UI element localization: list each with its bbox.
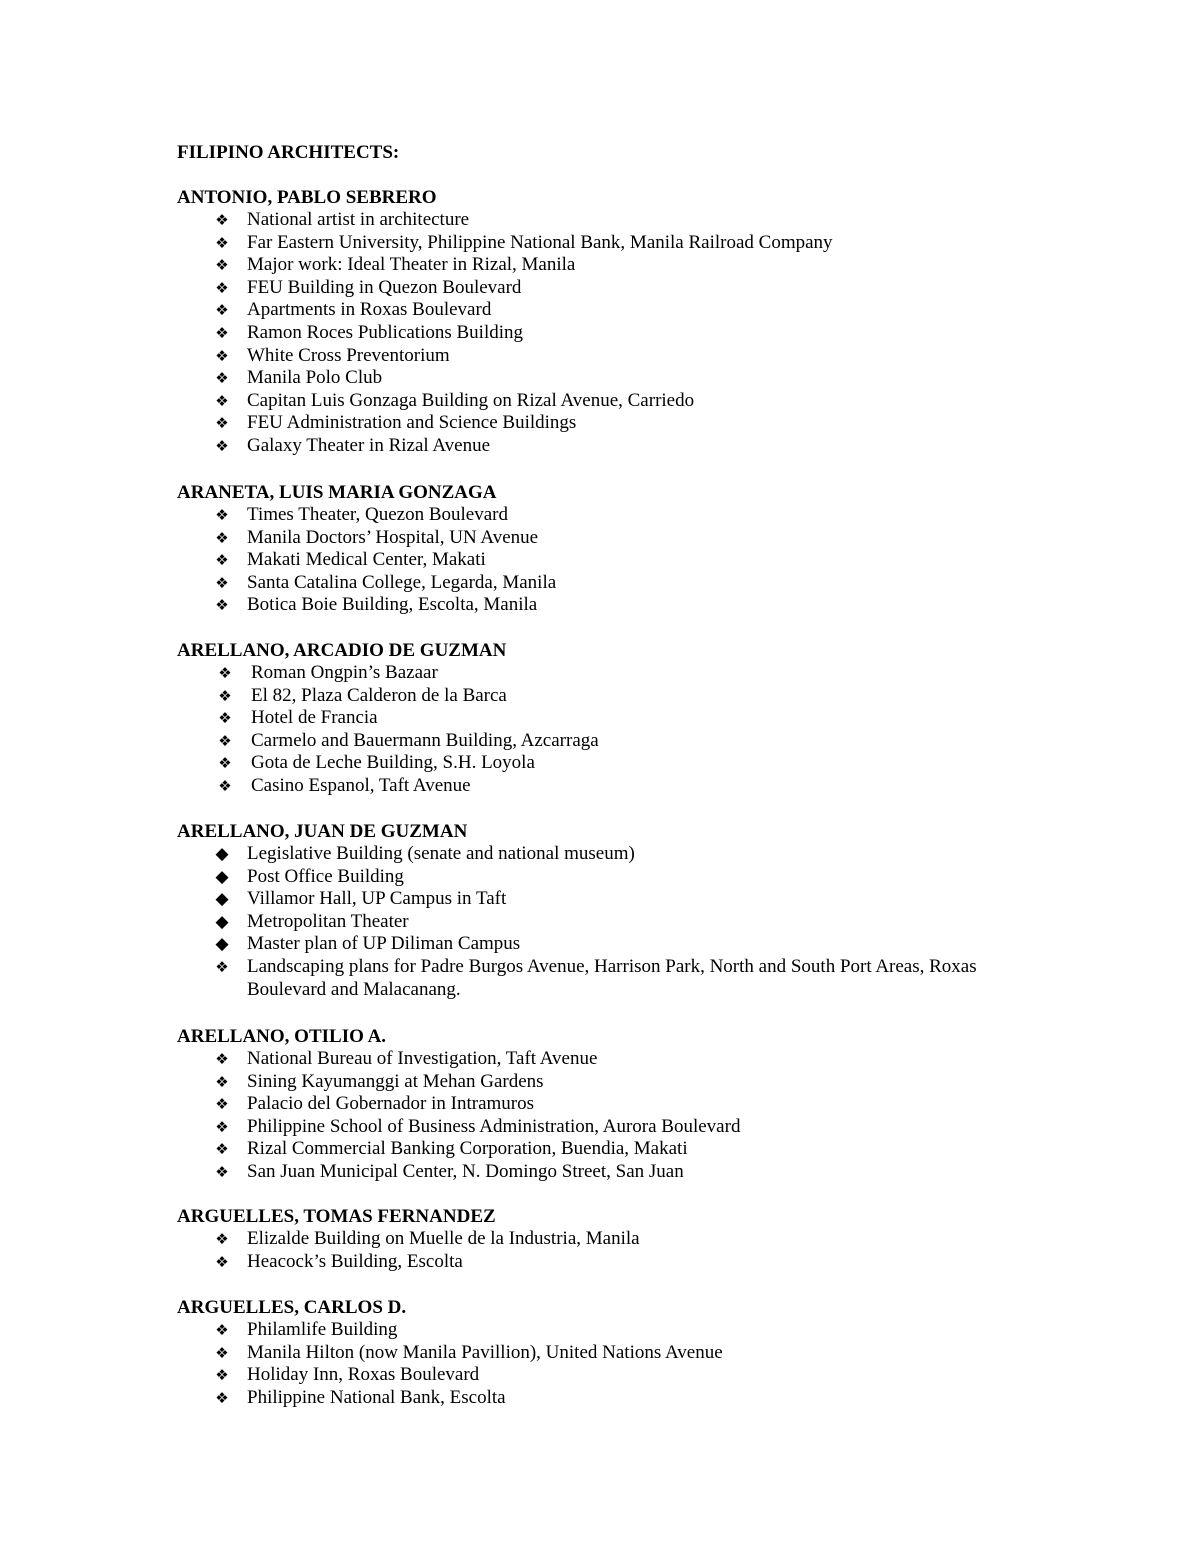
black-diamond-bullet-icon: ◆ xyxy=(215,934,229,955)
architect-section-carlos-arguelles xyxy=(177,1297,1037,1409)
list-item-text: Santa Catalina College, Legarda, Manila xyxy=(247,571,557,593)
black-diamond-bullet-icon: ◆ xyxy=(215,911,229,932)
list-item xyxy=(177,435,1037,458)
list-item xyxy=(177,232,1037,255)
four-diamond-bullet-icon: ❖ xyxy=(215,211,229,229)
list-item xyxy=(177,345,1037,368)
list-item-text: Metropolitan Theater xyxy=(247,910,409,932)
list-item xyxy=(177,322,1037,345)
list-item xyxy=(177,1116,1037,1139)
list-item xyxy=(177,549,1037,572)
architect-name-heading: ARANETA, LUIS MARIA GONZAGA xyxy=(177,482,497,503)
list-item-text: Philamlife Building xyxy=(247,1319,398,1340)
list-item-text: San Juan Municipal Center, N. Domingo Street, San Juan xyxy=(247,1160,684,1182)
list-item xyxy=(177,866,1037,889)
list-item-text: El 82, Plaza Calderon de la Barca xyxy=(251,684,507,706)
list-item-text: Hotel de Francia xyxy=(251,707,378,729)
list-item-text: Landscaping plans for Padre Burgos Avenue, Harrison Park, North and South Port Areas, Roxas Boulevard and Malacanang. xyxy=(247,955,977,1000)
list-item xyxy=(177,707,1037,730)
list-item-text: Carmelo and Bauermann Building, Azcarraga xyxy=(251,729,599,751)
list-item-text: FEU Building in Quezon Boulevard xyxy=(247,276,522,298)
four-diamond-bullet-icon: ❖ xyxy=(218,776,232,795)
four-diamond-bullet-icon: ❖ xyxy=(215,278,229,297)
four-diamond-bullet-icon: ❖ xyxy=(215,506,229,524)
list-item-text: Sining Kayumanggi at Mehan Gardens xyxy=(247,1070,544,1092)
four-diamond-bullet-icon: ❖ xyxy=(218,664,232,682)
four-diamond-bullet-icon: ❖ xyxy=(215,301,229,320)
list-item-text: Holiday Inn, Roxas Boulevard xyxy=(247,1364,480,1386)
architect-name-heading: ARELLANO, JUAN DE GUZMAN xyxy=(177,821,468,842)
four-diamond-bullet-icon: ❖ xyxy=(215,596,229,615)
list-item-text: Casino Espanol, Taft Avenue xyxy=(251,774,471,796)
four-diamond-bullet-icon: ❖ xyxy=(215,528,229,547)
list-item xyxy=(177,1342,1037,1365)
list-item-text: Post Office Building xyxy=(247,865,404,887)
list-item-text: Manila Hilton (now Manila Pavillion), United Nations Avenue xyxy=(247,1341,723,1363)
four-diamond-bullet-icon: ❖ xyxy=(218,754,232,773)
black-diamond-bullet-icon: ◆ xyxy=(215,866,229,887)
list-item xyxy=(177,367,1037,390)
four-diamond-bullet-icon: ❖ xyxy=(215,551,229,570)
four-diamond-bullet-icon: ❖ xyxy=(215,1140,229,1159)
four-diamond-bullet-icon: ❖ xyxy=(215,573,229,592)
architect-name-heading: ARGUELLES, TOMAS FERNANDEZ xyxy=(177,1206,496,1227)
list-item-text: Botica Boie Building, Escolta, Manila xyxy=(247,594,538,616)
four-diamond-bullet-icon: ❖ xyxy=(215,1095,229,1114)
list-item xyxy=(177,1228,1037,1251)
list-item xyxy=(177,504,1037,527)
list-item xyxy=(177,1364,1037,1387)
four-diamond-bullet-icon: ❖ xyxy=(215,256,229,275)
list-item-text: Times Theater, Quezon Boulevard xyxy=(247,504,508,525)
list-item-text: Palacio del Gobernador in Intramuros xyxy=(247,1093,535,1115)
list-item xyxy=(177,662,1037,685)
list-item-text: Manila Doctors’ Hospital, UN Avenue xyxy=(247,526,539,548)
list-item-text: Philippine National Bank, Escolta xyxy=(247,1386,506,1408)
architect-section-antonio xyxy=(177,187,1037,458)
list-item xyxy=(177,888,1037,911)
list-item-text: Rizal Commercial Banking Corporation, Buendia, Makati xyxy=(247,1138,688,1160)
architect-section-juan-arellano xyxy=(177,821,1037,1001)
four-diamond-bullet-icon: ❖ xyxy=(218,709,232,728)
four-diamond-bullet-icon: ❖ xyxy=(215,1072,229,1091)
list-item xyxy=(177,594,1037,617)
list-item xyxy=(177,277,1037,300)
four-diamond-bullet-icon: ❖ xyxy=(215,436,229,455)
list-item xyxy=(177,775,1037,798)
architect-section-araneta xyxy=(177,482,1037,617)
four-diamond-bullet-icon: ❖ xyxy=(215,1388,229,1407)
list-item xyxy=(177,1093,1037,1116)
list-item-text: Roman Ongpin’s Bazaar xyxy=(251,662,438,683)
list-item xyxy=(177,412,1037,435)
black-diamond-bullet-icon: ◆ xyxy=(215,844,229,864)
list-item-text: National artist in architecture xyxy=(247,209,470,230)
architect-section-arcadio-arellano xyxy=(177,640,1037,798)
list-item xyxy=(177,730,1037,753)
list-item-text: Far Eastern University, Philippine National Bank, Manila Railroad Company xyxy=(247,231,833,253)
list-item xyxy=(177,572,1037,595)
four-diamond-bullet-icon: ❖ xyxy=(215,1162,229,1181)
architect-name-heading: ARGUELLES, CARLOS D. xyxy=(177,1297,407,1318)
four-diamond-bullet-icon: ❖ xyxy=(215,1252,229,1271)
list-item-text: Major work: Ideal Theater in Rizal, Manila xyxy=(247,254,576,276)
list-item xyxy=(177,1319,1037,1342)
list-item-text: Apartments in Roxas Boulevard xyxy=(247,299,492,321)
list-item xyxy=(177,752,1037,775)
four-diamond-bullet-icon: ❖ xyxy=(218,686,232,705)
list-item xyxy=(177,390,1037,413)
list-item-text: Gota de Leche Building, S.H. Loyola xyxy=(251,752,535,774)
list-item xyxy=(177,209,1037,232)
list-item-text: Philippine School of Business Administration, Aurora Boulevard xyxy=(247,1115,741,1137)
list-item xyxy=(177,299,1037,322)
list-item-text: Galaxy Theater in Rizal Avenue xyxy=(247,434,491,456)
document-title: FILIPINO ARCHITECTS: xyxy=(177,142,400,163)
four-diamond-bullet-icon: ❖ xyxy=(215,1321,229,1339)
list-item-text: White Cross Preventorium xyxy=(247,344,450,366)
four-diamond-bullet-icon: ❖ xyxy=(215,233,229,252)
four-diamond-bullet-icon: ❖ xyxy=(215,369,229,388)
list-item-text: Manila Polo Club xyxy=(247,367,383,389)
list-item xyxy=(177,254,1037,277)
four-diamond-bullet-icon: ❖ xyxy=(215,1050,229,1068)
list-item-text: Makati Medical Center, Makati xyxy=(247,549,486,571)
architect-section-tomas-arguelles xyxy=(177,1206,1037,1273)
list-item xyxy=(177,685,1037,708)
list-item xyxy=(177,843,1037,866)
list-item xyxy=(177,1138,1037,1161)
four-diamond-bullet-icon: ❖ xyxy=(215,1366,229,1385)
four-diamond-bullet-icon: ❖ xyxy=(215,1230,229,1248)
architect-name-heading: ARELLANO, ARCADIO DE GUZMAN xyxy=(177,640,507,661)
list-item-text: Ramon Roces Publications Building xyxy=(247,321,524,343)
list-item xyxy=(177,1251,1037,1274)
list-item xyxy=(177,911,1037,934)
black-diamond-bullet-icon: ◆ xyxy=(215,889,229,910)
architect-name-heading: ARELLANO, OTILIO A. xyxy=(177,1026,387,1047)
list-item xyxy=(177,933,1037,956)
list-item xyxy=(177,1071,1037,1094)
list-item xyxy=(177,1161,1037,1184)
list-item-text: Elizalde Building on Muelle de la Industria, Manila xyxy=(247,1228,640,1249)
architect-section-otilio-arellano xyxy=(177,1026,1037,1184)
four-diamond-bullet-icon: ❖ xyxy=(215,391,229,410)
four-diamond-bullet-icon: ❖ xyxy=(215,323,229,342)
list-item-text: Villamor Hall, UP Campus in Taft xyxy=(247,888,507,910)
list-item-text: Legislative Building (senate and national museum) xyxy=(247,843,635,864)
architect-name-heading: ANTONIO, PABLO SEBRERO xyxy=(177,187,437,208)
list-item-text: National Bureau of Investigation, Taft Avenue xyxy=(247,1048,598,1069)
list-item xyxy=(177,527,1037,550)
list-item-text: Capitan Luis Gonzaga Building on Rizal Avenue, Carriedo xyxy=(247,389,695,411)
four-diamond-bullet-icon: ❖ xyxy=(218,731,232,750)
list-item xyxy=(177,1387,1037,1410)
four-diamond-bullet-icon: ❖ xyxy=(215,414,229,433)
list-item-text: Master plan of UP Diliman Campus xyxy=(247,933,521,955)
list-item xyxy=(177,956,1037,1001)
four-diamond-bullet-icon: ❖ xyxy=(215,346,229,365)
four-diamond-bullet-icon: ❖ xyxy=(215,1117,229,1136)
four-diamond-bullet-icon: ❖ xyxy=(215,957,229,976)
list-item-text: FEU Administration and Science Buildings xyxy=(247,412,577,434)
list-item-text: Heacock’s Building, Escolta xyxy=(247,1250,463,1272)
four-diamond-bullet-icon: ❖ xyxy=(215,1343,229,1362)
list-item xyxy=(177,1048,1037,1071)
